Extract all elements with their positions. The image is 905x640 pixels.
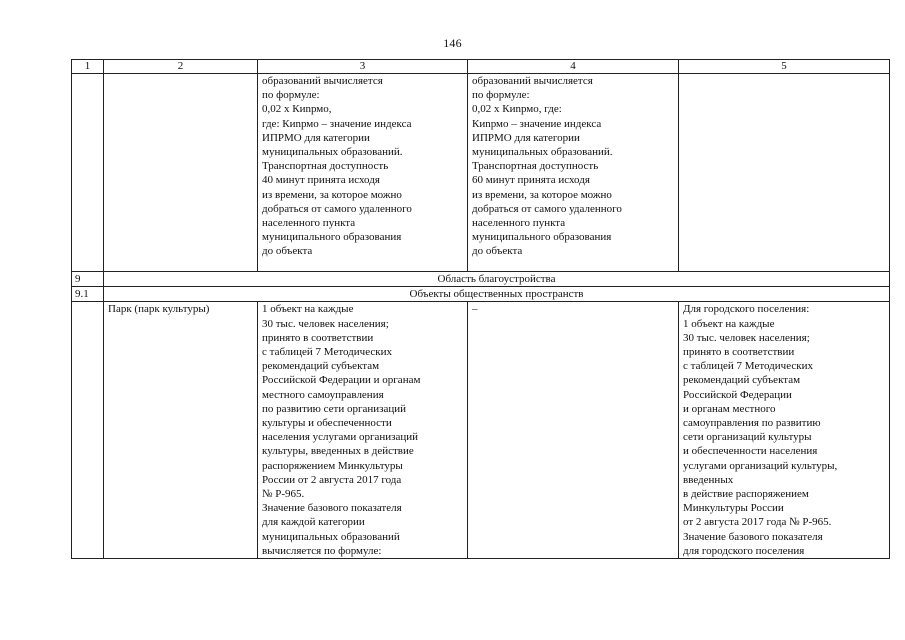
park-col5-text-line: и органам местного [683, 402, 776, 415]
continuation-col4-text-line: 60 минут принята исходя [472, 174, 590, 187]
continuation-col3-text-line: населенного пункта [262, 217, 356, 230]
park-col5-text-line: в действие распоряжением [683, 488, 809, 501]
continuation-col3-text-line: ИПРМО для категории [262, 131, 370, 144]
park-col3-text-line: культуры, введенных в действие [262, 445, 414, 458]
park-number-cell [72, 302, 104, 559]
subsection-row [72, 287, 890, 302]
park-col5-text-line: Для городского поселения: [683, 303, 810, 316]
continuation-col4-text-line: Киnрмо – значение индекса [472, 117, 602, 130]
continuation-col4-text-line: населенного пункта [472, 217, 566, 230]
continuation-col4-text-line: из времени, за которое можно [472, 188, 612, 201]
park-name-cell: Парк (парк культуры) [104, 302, 258, 559]
park-col5-cell [679, 302, 890, 559]
park-col3-text-line: культуры и обеспеченности [262, 417, 392, 430]
continuation-col4-text-line: добраться от самого удаленного [472, 202, 622, 215]
continuation-col3-text-line: 0,02 x Киnрмо, [262, 103, 332, 116]
park-col3-text-line: с таблицей 7 Методических [262, 346, 392, 359]
continuation-col3-text-line: добраться от самого удаленного [262, 202, 412, 215]
continuation-col4-text [472, 74, 674, 259]
continuation-row [72, 74, 890, 272]
park-col3-text-line: распоряжением Минкультуры [262, 459, 403, 472]
park-col3-text-line: вычисляется по формуле: [262, 544, 382, 557]
continuation-col3-cell [258, 74, 468, 272]
continuation-col3-text-line: муниципального образования [262, 231, 402, 244]
park-col3-text-line: 1 объект на каждые [262, 303, 354, 316]
park-col3-text-line: № Р-965. [262, 488, 305, 501]
park-col3-text-line: 30 тыс. человек населения; [262, 317, 389, 330]
continuation-col4-cell [468, 74, 679, 272]
continuation-col3-text-line: 40 минут принята исходя [262, 174, 380, 187]
header-cell-5: 5 [679, 60, 890, 74]
page-number: 146 [443, 36, 462, 50]
park-col3-text-line: Значение базового показателя [262, 502, 402, 515]
park-col3-text-line: по развитию сети организаций [262, 402, 407, 415]
park-col5-text-line: сети организаций культуры [683, 431, 812, 444]
park-col3-text-line: населения услугами организаций [262, 431, 419, 444]
continuation-col4-text-line: образований вычисляется [472, 75, 593, 87]
park-col5-text-line: для городского поселения [683, 544, 805, 557]
continuation-col4-text-line: 0,02 x Киnрмо, где: [472, 103, 562, 116]
subsection-number: 9.1 [72, 287, 104, 302]
continuation-col3-text-line: Транспортная доступность [262, 160, 389, 173]
header-row [72, 60, 890, 74]
park-col5-text-line: самоуправления по развитию [683, 417, 821, 430]
continuation-col4-text-line: ИПРМО для категории [472, 131, 580, 144]
continuation-col3-text-line: муниципальных образований. [262, 146, 403, 159]
continuation-col3-text-line: где: Киnрмо – значение индекса [262, 117, 412, 130]
park-col5-text-line: Российской Федерации [683, 388, 792, 401]
section-title: Область благоустройства [104, 272, 890, 287]
continuation-col3-text-line: по формуле: [262, 89, 320, 102]
park-col5-text-line: рекомендаций субъектам [683, 374, 801, 387]
park-col5-text-line: 1 объект на каждые [683, 317, 775, 330]
header-cell-3: 3 [258, 60, 468, 74]
continuation-col5-cell [679, 74, 890, 272]
continuation-col4-text-line: муниципальных образований. [472, 146, 613, 159]
continuation-col4-text-line: Транспортная доступность [472, 160, 599, 173]
park-col4-cell: – [468, 302, 679, 559]
park-col5-text-line: услугами организаций культуры, [683, 459, 838, 472]
park-col5-text-line: принято в соответствии [683, 346, 795, 359]
park-col5-text-line: 30 тыс. человек населения; [683, 331, 810, 344]
continuation-col3-text [262, 74, 463, 259]
header-cell-4: 4 [468, 60, 679, 74]
park-col3-text-line: местного самоуправления [262, 388, 384, 401]
continuation-col3-text-line: образований вычисляется [262, 75, 383, 87]
continuation-col3-text-line: до объекта [262, 245, 313, 258]
park-col3-text-line: России от 2 августа 2017 года [262, 473, 402, 486]
continuation-col4-text-line: до объекта [472, 245, 523, 258]
continuation-col3-text-line: из времени, за которое можно [262, 188, 402, 201]
park-col3-text-line: для каждой категории [262, 516, 365, 529]
park-col5-text-line: от 2 августа 2017 года № Р-965. [683, 516, 832, 529]
park-col5-text-line: и обеспеченности населения [683, 445, 818, 458]
park-col3-text-line: Российской Федерации и органам [262, 374, 421, 387]
section-row [72, 272, 890, 287]
park-col3-text-line: принято в соответствии [262, 331, 374, 344]
continuation-name-cell [104, 74, 258, 272]
park-col3-text [262, 302, 463, 558]
park-col3-text-line: рекомендаций субъектам [262, 360, 380, 373]
continuation-number-cell [72, 74, 104, 272]
park-col5-text [683, 302, 885, 558]
park-col5-text-line: Минкультуры России [683, 502, 784, 515]
header-cell-1: 1 [72, 60, 104, 74]
continuation-col4-text-line: муниципального образования [472, 231, 612, 244]
header-cell-2: 2 [104, 60, 258, 74]
section-number: 9 [72, 272, 104, 287]
park-col5-text-line: Значение базового показателя [683, 530, 823, 543]
park-col5-text-line: введенных [683, 473, 734, 486]
park-col3-text-line: муниципальных образований [262, 530, 400, 543]
park-col5-text-line: с таблицей 7 Методических [683, 360, 813, 373]
park-col3-cell [258, 302, 468, 559]
continuation-col4-text-line: по формуле: [472, 89, 530, 102]
park-row [72, 302, 890, 559]
subsection-title: Объекты общественных пространств [104, 287, 890, 302]
norms-table [71, 59, 890, 559]
